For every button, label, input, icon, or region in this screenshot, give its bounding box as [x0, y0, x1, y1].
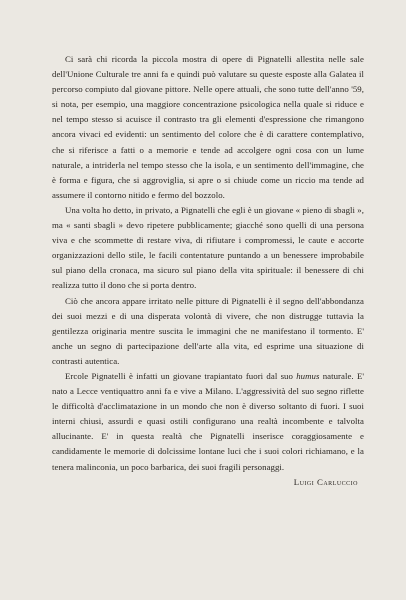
paragraph-3: Ciò che ancora appare irritato nelle pitture di Pignatelli è il segno dell'abbondanza dei suoi mezzi e di una disperata volontà di vivere, che non distrugge tuttavia la gentilezza originaria mentre suscita le immagini che ne manifestano il tormento. E' anche un segno di partecipazione dell'arte alla vita, ed esprime una situazione di contrasti autentica. — [52, 295, 364, 366]
italic-word: humus — [296, 370, 320, 381]
paragraph-2: Una volta ho detto, in privato, a Pignatelli che egli è un giovane « pieno di sbagli », ma « santi sbagli » devo ripetere pubblicamente; giacché sono quelli di una persona viva e che scommette di restare viva, di rifiutare i compromessi, le caute e accorte organizzazioni dello stile, le facili contentature puntando a un benessere improbabile sul piano della cronaca, ma sicuro sul piano della vita spirituale: il benessere di chi realizza tutto il dono che si porta dentro. — [52, 204, 364, 291]
paragraph-1: Ci sarà chi ricorda la piccola mostra di opere di Pignatelli allestita nelle sale dell'Unione Culturale tre anni fa e quindi può valutare su queste esposte alla Galatea il percorso compiuto dal giovane pittore. Nelle opere attuali, che sono tutte dell'anno '59, si nota, per esempio, una maggiore concentrazione psicologica nella quale si riduce e nel tempo stesso si acuisce il contrasto tra gli elementi d'espressione che rimangono ancora vivaci ed evidenti: un sentimento del colore che è di carattere contemplativo, che si riferisce a fatti o a memorie e tende ad accolgere ogni cosa con un lume naturale, a intriderla nel tempo stesso che la isola, e un sentimento dell'immagine, che è forma e figura, che si aggroviglia, si apre o si chiude come un riccio ma tende ad assumere il contorno nitido e fermo del bozzolo. — [52, 54, 364, 200]
author-signature: Luigi Carluccio — [293, 476, 358, 487]
paragraph-4: Ercole Pignatelli è infatti un giovane trapiantato fuori dal suo humus naturale. E' nato a Lecce ventiquattro anni fa e vive a Milano. L'aggressività del suo segno riflette le difficoltà d'acclimatazione in un mondo che non è diverso soltanto di fuori. I suoi interni chiusi, assurdi e quasi ostili configurano una realtà incombente e talvolta allucinante. E' in questa realtà che Pignatelli inserisce coraggiosamente e candidamente le memorie di dolcissime lontane luci che i suoi colori richiamano, e la tenera malinconia, un poco barbarica, dei suoi fragili personaggi. — [52, 370, 364, 472]
article-body — [52, 52, 364, 490]
